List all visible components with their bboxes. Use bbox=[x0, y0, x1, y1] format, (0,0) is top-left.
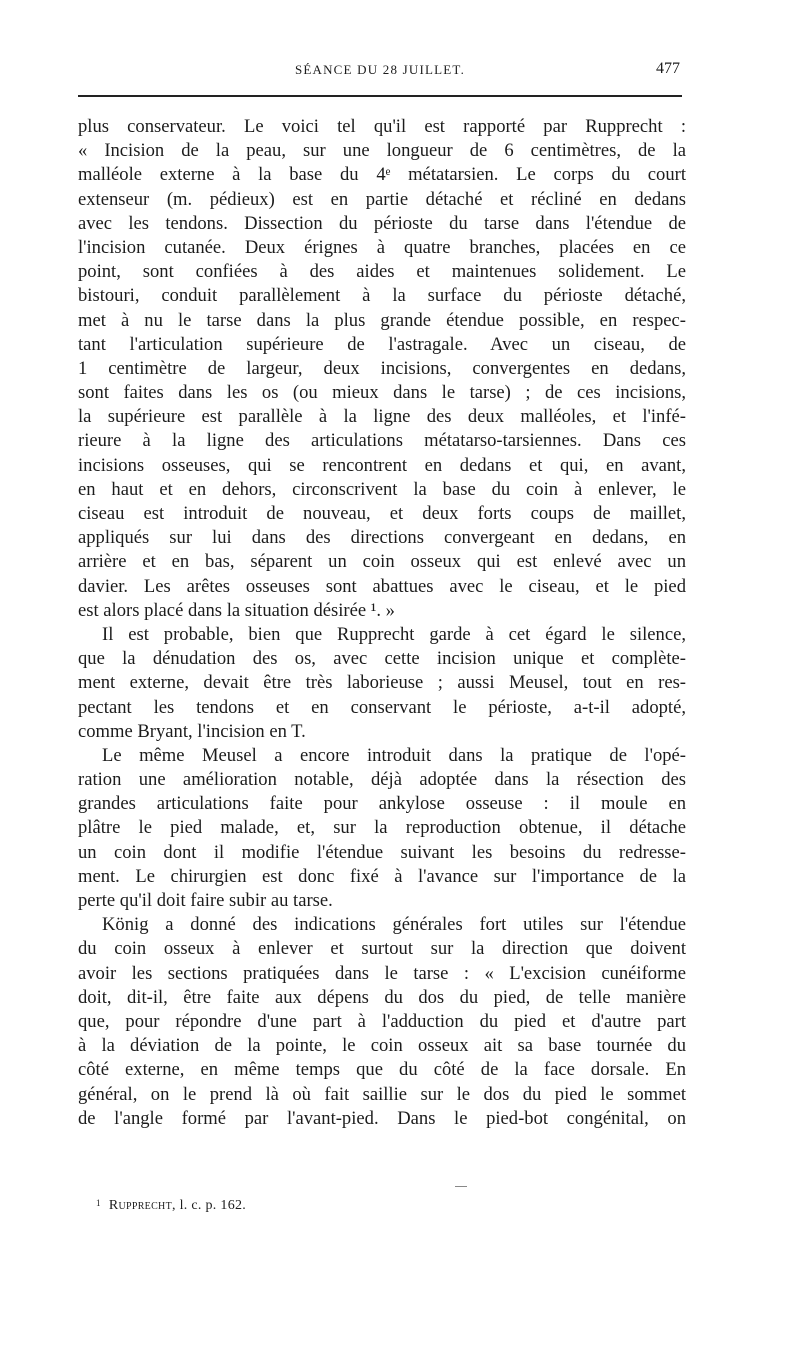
text-line: en haut et en dehors, circonscrivent la base du coin à enlever, le bbox=[78, 478, 686, 500]
text-line: arrière et en bas, séparent un coin osseux qui est enlevé avec un bbox=[78, 551, 686, 573]
text-line: doit, dit-il, être faite aux dépens du dos du pied, de telle manière bbox=[78, 986, 686, 1008]
text-line: l'incision cutanée. Deux érignes à quatre branches, placées en ce bbox=[78, 236, 686, 258]
text-line: appliqués sur lui dans des directions convergeant en dedans, en bbox=[78, 527, 686, 549]
footnote-separator bbox=[455, 1186, 467, 1187]
text-line: un coin dont il modifie l'étendue suivant les besoins du redresse- bbox=[78, 841, 686, 863]
body-text bbox=[78, 115, 686, 1131]
text-line: la supérieure est parallèle à la ligne des deux malléoles, et l'infé- bbox=[78, 406, 686, 428]
text-line: général, on le prend là où fait saillie sur le dos du pied le sommet bbox=[78, 1083, 686, 1105]
text-line: pectant les tendons et en conservant le périoste, a-t-il adopté, bbox=[78, 696, 686, 718]
text-line: avoir les sections pratiquées dans le tarse : « L'excision cunéiforme bbox=[78, 962, 686, 984]
text-line: ration une amélioration notable, déjà adoptée dans la résection des bbox=[78, 769, 686, 791]
text-line: davier. Les arêtes osseuses sont abattues avec le ciseau, et le pied bbox=[78, 575, 686, 597]
text-line: que, pour répondre d'une part à l'adduction du pied et d'autre part bbox=[78, 1010, 686, 1032]
text-line: met à nu le tarse dans la plus grande étendue possible, en respec- bbox=[78, 309, 686, 331]
text-line: plus conservateur. Le voici tel qu'il est rapporté par Rupprecht : bbox=[78, 116, 686, 137]
text-line: comme Bryant, l'incision en T. bbox=[78, 720, 306, 742]
text-line: de l'angle formé par l'avant-pied. Dans le pied-bot congénital, on bbox=[78, 1107, 686, 1129]
text-line: est alors placé dans la situation désirée ¹. » bbox=[78, 599, 395, 621]
header-rule bbox=[78, 95, 682, 97]
text-line: côté externe, en même temps que du côté de la face dorsale. En bbox=[78, 1059, 686, 1081]
text-line: Le même Meusel a encore introduit dans la pratique de l'opé- bbox=[102, 744, 686, 766]
text-line: 1 centimètre de largeur, deux incisions, convergentes en dedans, bbox=[78, 357, 686, 379]
text-line: incisions osseuses, qui se rencontrent en dedans et qui, en avant, bbox=[78, 454, 686, 476]
running-head bbox=[78, 62, 682, 84]
text-line: ment. Le chirurgien est donc fixé à l'avance sur l'importance de la bbox=[78, 865, 686, 887]
text-line: ment externe, devait être très laborieuse ; aussi Meusel, tout en res- bbox=[78, 672, 686, 694]
text-line: ciseau est introduit de nouveau, et deux forts coups de maillet, bbox=[78, 503, 686, 524]
page-number: 477 bbox=[656, 60, 680, 77]
text-line: sont faites dans les os (ou mieux dans le tarse) ; de ces incisions, bbox=[78, 382, 686, 404]
text-line: extenseur (m. pédieux) est en partie détaché et récliné en dedans bbox=[78, 188, 686, 210]
text-line: plâtre le pied malade, et, sur la reproduction obtenue, il détache bbox=[78, 817, 686, 839]
text-line: « Incision de la peau, sur une longueur de 6 centimètres, de la bbox=[78, 140, 686, 162]
text-line: bistouri, conduit parallèlement à la surface du périoste détaché, bbox=[78, 285, 686, 307]
text-line: Il est probable, bien que Rupprecht garde à cet égard le silence, bbox=[102, 623, 686, 645]
text-line: point, sont confiées à des aides et maintenues solidement. Le bbox=[78, 261, 686, 283]
running-head-title: SÉANCE DU 28 JUILLET. bbox=[294, 62, 466, 77]
text-line: malléole externe à la base du 4ᵉ métatarsien. Le corps du court bbox=[78, 164, 686, 186]
text-line: du coin osseux à enlever et surtout sur la direction que doivent bbox=[78, 938, 686, 960]
text-line: que la dénudation des os, avec cette incision unique et complète- bbox=[78, 648, 686, 670]
text-line: grandes articulations faite pour ankylose osseuse : il moule en bbox=[78, 793, 686, 815]
text-line: perte qu'il doit faire subir au tarse. bbox=[78, 890, 333, 911]
text-line: avec les tendons. Dissection du périoste du tarse dans l'étendue de bbox=[78, 212, 686, 234]
text-line: tant l'articulation supérieure de l'astragale. Avec un ciseau, de bbox=[78, 333, 686, 355]
footnote-citation: , l. c. p. 162. bbox=[171, 1198, 247, 1213]
footnote bbox=[96, 1198, 246, 1214]
text-line: à la déviation de la pointe, le coin osseux ait sa base tournée du bbox=[78, 1035, 686, 1057]
footnote-author: Rupprecht bbox=[108, 1198, 172, 1213]
text-line: König a donné des indications générales fort utiles sur l'étendue bbox=[102, 914, 686, 936]
footnote-marker: 1 bbox=[96, 1198, 101, 1208]
text-line: rieure à la ligne des articulations métatarso-tarsiennes. Dans ces bbox=[78, 430, 686, 452]
